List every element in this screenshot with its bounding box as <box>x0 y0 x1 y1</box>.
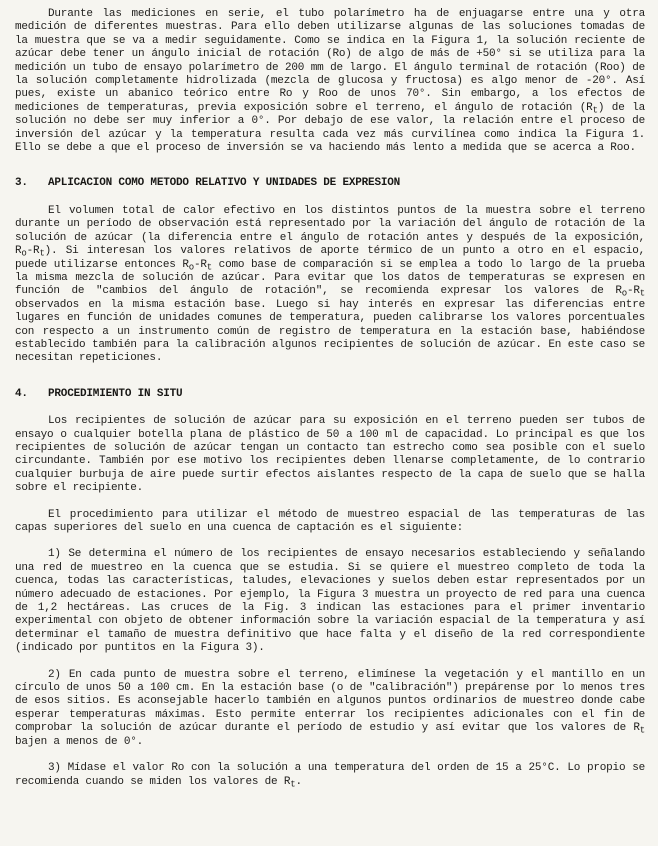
section4-paragraph-2: El procedimiento para utilizar el método de muestreo espacial de las temperaturas de las capas superiores del suelo en una cuenca de captación es el siguiente: <box>15 508 645 534</box>
section-title: PROCEDIMIENTO IN SITU <box>48 387 183 400</box>
section4-paragraph-1: Los recipientes de solución de azúcar para su exposición en el terreno pueden ser tubos de ensayo o cualquier botella plana de plástico de 50 a 100 ml de capacidad. Lo principal es que los recipientes de solución de azúcar tengan un contacto tan estrecho como sea posible con el suelo circundante. También por ese motivo los recipientes deben llenarse completamente, de lo contrario cualquier burbuja de aire puede surtir efectos aislantes respecto de la capa de suelo que se halla sobre el recipiente. <box>15 415 645 495</box>
section-heading-3 <box>15 177 645 190</box>
section-number: 3. <box>15 177 28 190</box>
list-item-2: 2) En cada punto de muestra sobre el terreno, elimínese la vegetación y el mantillo en un círculo de unos 50 a 100 cm. En la estación base (o de "calibración") prepárense por lo menos tres de esos sitios. Es aconsejable hacerlo también en algunos puntos ordinarios de muestreo donde cabe esperar temperaturas máximas. Esto permite enterrar los recipientes adicionales con el fin de comprobar la solución de azúcar durante el período de estudio y así evitar que los valores de $R_t$ bajen a menos de 0°. <box>15 668 645 748</box>
list-item-1: 1) Se determina el número de los recipientes de ensayo necesarios estableciendo y señalando una red de muestreo en la cuenca que se estudia. Si se quiere el muestreo completo de toda la cuenca, todas las características, taludes, elevaciones y suelos deben estar representados por un número adecuado de estaciones. Por ejemplo, la Figura 3 muestra un proyecto de red para una cuenca de 1,2 hectáreas. Las cruces de la Fig. 3 indican las estaciones para el primer inventario experimental con objeto de obtener información sobre la variación espacial de la temperatura y así determinar el tamaño de muestra definitivo que hace falta y el diseño de la red correspondiente (indicado por puntitos en la Figura 3). <box>15 548 645 655</box>
section-title: APLICACION COMO METODO RELATIVO Y UNIDADES DE EXPRESION <box>48 177 401 190</box>
section3-paragraph: El volumen total de calor efectivo en los distintos puntos de la muestra sobre el terreno durante un período de observación está representado por la variación del ángulo de rotación de la solución de azúcar (la diferencia entre el ángulo de rotación antes y después de la exposición, $R_o-R_t$). Si interesan los valores relativos de aporte térmico de un punto a otro en el espacio, puede utilizarse entonces $R_o-R_t$ como base de comparación si se emplea a todo lo largo de la prueba la misma mezcla de solución de azúcar. Para evitar que los datos de temperaturas se expresen en función de "cambios del ángulo de rotación", se recomienda expresar los valores de $R_o-R_t$ observados en la misma estación base. Luego si hay interés en expresar las diferencias entre lugares en función de unidades comunes de temperatura, pueden calibrarse los valores porcentuales con respecto a un instrumento común de registro de temperatura en la estación base, habiéndose establecido también para la calibración algunos recipientes de solución de azúcar. En este caso se necesitan repeticiones. <box>15 204 645 365</box>
section-number: 4. <box>15 387 28 400</box>
section-heading-4 <box>15 388 645 401</box>
list-item-3: 3) Mídase el valor Ro con la solución a una temperatura del orden de 15 a 25°C. Lo propio se recomienda cuando se miden los valores de $R_t$. <box>15 762 645 789</box>
intro-paragraph: Durante las mediciones en serie, el tubo polarímetro ha de enjuagarse entre una y otra medición de diferentes muestras. Para ello deben utilizarse algunas de las soluciones tomadas de la muestra que se va a medir seguidamente. Como se indica en la Figura 1, la solución reciente de azúcar debe tener un ángulo inicial de rotación (Ro) de algo de más de +50° si se utiliza para la medición un tubo de ensayo polarímetro de 200 mm de largo. El ángulo terminal de rotación (Roo) de la solución completamente hidrolizada (mezcla de glucosa y fructosa) es algo menor de -20°. Así pues, existe un abanico teórico entre Ro y Roo de unos 70°. Sin embargo, a los efectos de mediciones de temperaturas, previa exposición sobre el terreno, el ángulo de rotación $(R_t)$ de la solución no debe ser muy inferior a 0°. Por debajo de ese valor, la relación entre el proceso de inversión del azúcar y la temperatura resulta cada vez más curvilínea como indica la Figura 1. Ello se debe a que el proceso de inversión se va haciendo más lento a medida que se acerca a Roo. <box>15 8 646 155</box>
